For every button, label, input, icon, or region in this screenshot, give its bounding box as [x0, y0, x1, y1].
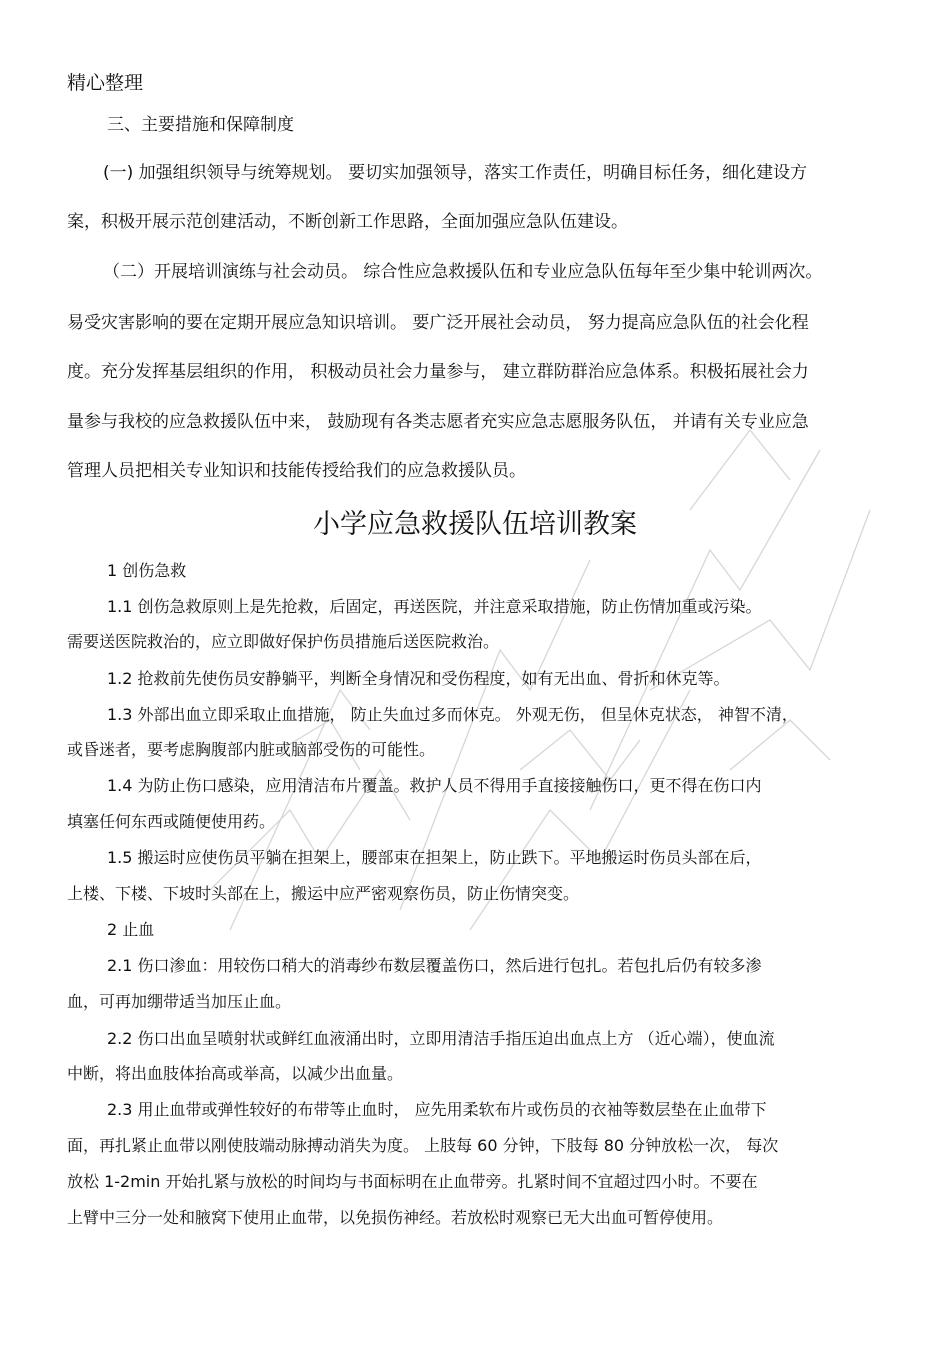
body-line: 面，再扎紧止血带以刚使肢端动脉搏动消失为度。 上肢每 60 分钟，下肢每 80 分钟放松一次， 每次: [67, 1136, 779, 1155]
body-line: 1.2 抢救前先使伤员安静躺平，判断全身情况和受伤程度，如有无出血、骨折和休克等。: [107, 669, 730, 688]
intro-line: (一) 加强组织领导与统筹规划。 要切实加强领导，落实工作责任，明确目标任务，细化建设方: [103, 163, 808, 183]
body-line: 1.4 为防止伤口感染，应用清洁布片覆盖。救护人员不得用手直接接触伤口，更不得在伤口内: [107, 776, 762, 795]
body-line: 填塞任何东西或随便使用药。: [67, 812, 276, 831]
intro-line: 易受灾害影响的要在定期开展应急知识培训。 要广泛开展社会动员， 努力提高应急队伍的社会化程: [67, 313, 809, 333]
page-header: 精心整理: [67, 72, 144, 94]
body-line: 或昏迷者，要考虑胸腹部内脏或脑部受伤的可能性。: [67, 740, 436, 759]
document-title: 小学应急救援队伍培训教案: [313, 509, 637, 540]
body-line: 1.3 外部出血立即采取止血措施， 防止失血过多而休克。 外观无伤， 但呈休克状态， 神智不清，: [107, 705, 798, 724]
body-line: 上臂中三分一处和腋窝下使用止血带，以免损伤神经。若放松时观察已无大出血可暂停使用。: [67, 1208, 724, 1227]
body-line: 中断，将出血肢体抬高或举高，以减少出血量。: [67, 1064, 404, 1083]
body-line: 2.2 伤口出血呈喷射状或鲜红血液涌出时，立即用清洁手指压迫出血点上方 （近心端），使血流: [107, 1029, 775, 1048]
body-line: 2 止血: [107, 920, 155, 939]
body-line: 血，可再加绷带适当加压止血。: [67, 992, 292, 1011]
body-line: 上楼、下楼、下坡时头部在上，搬运中应严密观察伤员，防止伤情突变。: [67, 884, 580, 903]
intro-line: 案，积极开展示范创建活动，不断创新工作思路，全面加强应急队伍建设。: [67, 212, 628, 232]
body-line: 2.1 伤口渗血：用较伤口稍大的消毒纱布数层覆盖伤口，然后进行包扎。若包扎后仍有较多渗: [107, 956, 762, 975]
intro-line: 管理人员把相关专业知识和技能传授给我们的应急救援队员。: [67, 461, 526, 481]
body-line: 1.5 搬运时应使伤员平躺在担架上，腰部束在担架上，防止跌下。平地搬运时伤员头部在后，: [107, 848, 762, 867]
body-line: 需要送医院救治的，应立即做好保护伤员措施后送医院救治。: [67, 632, 500, 651]
section-heading: 三、主要措施和保障制度: [107, 115, 294, 135]
intro-line: 度。充分发挥基层组织的作用， 积极动员社会力量参与， 建立群防群治应急体系。积极拓展社会力: [67, 362, 809, 382]
body-line: 2.3 用止血带或弹性较好的布带等止血时， 应先用柔软布片或伤员的衣袖等数层垫在止血带下: [107, 1100, 767, 1119]
intro-line: 量参与我校的应急救援队伍中来， 鼓励现有各类志愿者充实应急志愿服务队伍， 并请有关专业应急: [67, 412, 809, 432]
body-line: 1.1 创伤急救原则上是先抢救，后固定，再送医院，并注意采取措施，防止伤情加重或污染。: [107, 597, 762, 616]
body-line: 放松 1-2min 开始扎紧与放松的时间均与书面标明在止血带旁。扎紧时间不宜超过四小时。不要在: [67, 1172, 758, 1191]
intro-line: （二）开展培训演练与社会动员。 综合性应急救援队伍和专业应急队伍每年至少集中轮训两次。: [103, 262, 823, 282]
body-line: 1 创伤急救: [107, 561, 187, 580]
